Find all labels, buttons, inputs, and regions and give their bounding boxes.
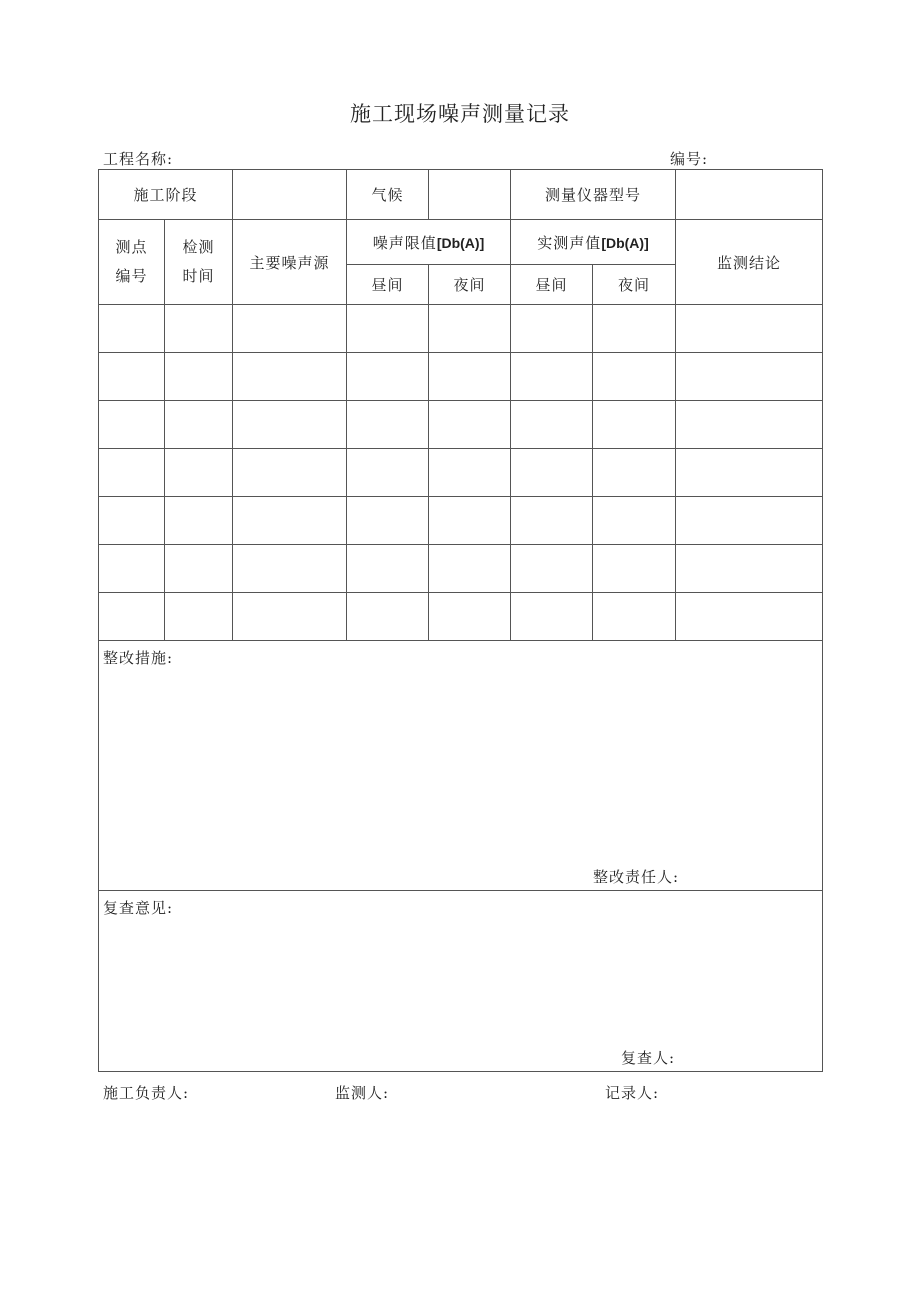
weather-value-cell[interactable] bbox=[429, 170, 511, 220]
table-cell[interactable] bbox=[233, 305, 347, 353]
measured-night-header: 夜间 bbox=[593, 265, 676, 305]
instrument-label: 测量仪器型号 bbox=[511, 170, 676, 220]
table-cell[interactable] bbox=[429, 401, 511, 449]
table-row bbox=[99, 497, 823, 545]
table-cell[interactable] bbox=[347, 593, 429, 641]
table-cell[interactable] bbox=[676, 305, 823, 353]
project-name-label: 工程名称: bbox=[103, 150, 174, 168]
main-source-header: 主要噪声源 bbox=[233, 220, 347, 305]
table-cell[interactable] bbox=[676, 401, 823, 449]
table-cell[interactable] bbox=[593, 545, 676, 593]
table-cell[interactable] bbox=[676, 593, 823, 641]
table-cell[interactable] bbox=[429, 449, 511, 497]
table-cell[interactable] bbox=[233, 353, 347, 401]
table-cell[interactable] bbox=[99, 593, 165, 641]
noise-record-table bbox=[98, 169, 823, 1072]
instrument-value-cell[interactable] bbox=[676, 170, 823, 220]
table-cell[interactable] bbox=[676, 545, 823, 593]
table-cell[interactable] bbox=[593, 353, 676, 401]
table-cell[interactable] bbox=[511, 305, 593, 353]
table-cell[interactable] bbox=[429, 305, 511, 353]
rectification-box[interactable] bbox=[99, 641, 823, 891]
table-cell[interactable] bbox=[593, 305, 676, 353]
point-no-header: 测点 编号 bbox=[99, 220, 165, 305]
check-time-header: 检测 时间 bbox=[165, 220, 233, 305]
table-cell[interactable] bbox=[429, 353, 511, 401]
table-cell[interactable] bbox=[511, 545, 593, 593]
measured-day-header: 昼间 bbox=[511, 265, 593, 305]
table-cell[interactable] bbox=[347, 545, 429, 593]
table-cell[interactable] bbox=[165, 449, 233, 497]
table-cell[interactable] bbox=[99, 305, 165, 353]
table-cell[interactable] bbox=[165, 545, 233, 593]
table-cell[interactable] bbox=[429, 545, 511, 593]
table-cell[interactable] bbox=[233, 497, 347, 545]
table-cell[interactable] bbox=[593, 593, 676, 641]
recorder-label: 记录人: bbox=[605, 1084, 660, 1102]
stage-label: 施工阶段 bbox=[99, 170, 233, 220]
reviewer-label: 复查人: bbox=[621, 1049, 676, 1067]
monitor-label: 监测人: bbox=[335, 1084, 390, 1102]
construction-lead-label: 施工负责人: bbox=[103, 1084, 190, 1102]
stage-value-cell[interactable] bbox=[233, 170, 347, 220]
table-cell[interactable] bbox=[676, 497, 823, 545]
rectification-responsible-label: 整改责任人: bbox=[593, 868, 680, 886]
table-cell[interactable] bbox=[511, 401, 593, 449]
table-cell[interactable] bbox=[593, 497, 676, 545]
review-box[interactable] bbox=[99, 891, 823, 1072]
table-cell[interactable] bbox=[511, 497, 593, 545]
limit-header: 噪声限值[Db(A)] bbox=[347, 220, 511, 265]
table-cell[interactable] bbox=[99, 449, 165, 497]
table-cell[interactable] bbox=[233, 593, 347, 641]
table-cell[interactable] bbox=[165, 305, 233, 353]
table-cell[interactable] bbox=[676, 353, 823, 401]
review-label: 复查意见: bbox=[103, 899, 174, 917]
table-cell[interactable] bbox=[347, 353, 429, 401]
table-row bbox=[99, 449, 823, 497]
table-cell[interactable] bbox=[99, 401, 165, 449]
table-row bbox=[99, 593, 823, 641]
table-cell[interactable] bbox=[99, 497, 165, 545]
table-cell[interactable] bbox=[233, 401, 347, 449]
table-cell[interactable] bbox=[233, 449, 347, 497]
table-cell[interactable] bbox=[165, 497, 233, 545]
rectification-label: 整改措施: bbox=[103, 649, 174, 667]
table-cell[interactable] bbox=[511, 449, 593, 497]
conclusion-header: 监测结论 bbox=[676, 220, 823, 305]
table-cell[interactable] bbox=[165, 401, 233, 449]
table-cell[interactable] bbox=[347, 497, 429, 545]
table-row bbox=[99, 305, 823, 353]
table-row bbox=[99, 401, 823, 449]
table-cell[interactable] bbox=[165, 353, 233, 401]
table-cell[interactable] bbox=[347, 449, 429, 497]
table-cell[interactable] bbox=[511, 593, 593, 641]
table-cell[interactable] bbox=[429, 497, 511, 545]
table-cell[interactable] bbox=[233, 545, 347, 593]
table-cell[interactable] bbox=[676, 449, 823, 497]
table-cell[interactable] bbox=[593, 449, 676, 497]
table-cell[interactable] bbox=[593, 401, 676, 449]
table-cell[interactable] bbox=[165, 593, 233, 641]
table-row bbox=[99, 545, 823, 593]
table-cell[interactable] bbox=[429, 593, 511, 641]
page-title: 施工现场噪声测量记录 bbox=[350, 102, 570, 126]
measured-header: 实测声值[Db(A)] bbox=[511, 220, 676, 265]
limit-night-header: 夜间 bbox=[429, 265, 511, 305]
table-cell[interactable] bbox=[511, 353, 593, 401]
table-cell[interactable] bbox=[347, 401, 429, 449]
limit-day-header: 昼间 bbox=[347, 265, 429, 305]
table-cell[interactable] bbox=[99, 353, 165, 401]
table-cell[interactable] bbox=[99, 545, 165, 593]
weather-label: 气候 bbox=[347, 170, 429, 220]
table-cell[interactable] bbox=[347, 305, 429, 353]
table-row bbox=[99, 353, 823, 401]
serial-no-label: 编号: bbox=[670, 150, 709, 168]
